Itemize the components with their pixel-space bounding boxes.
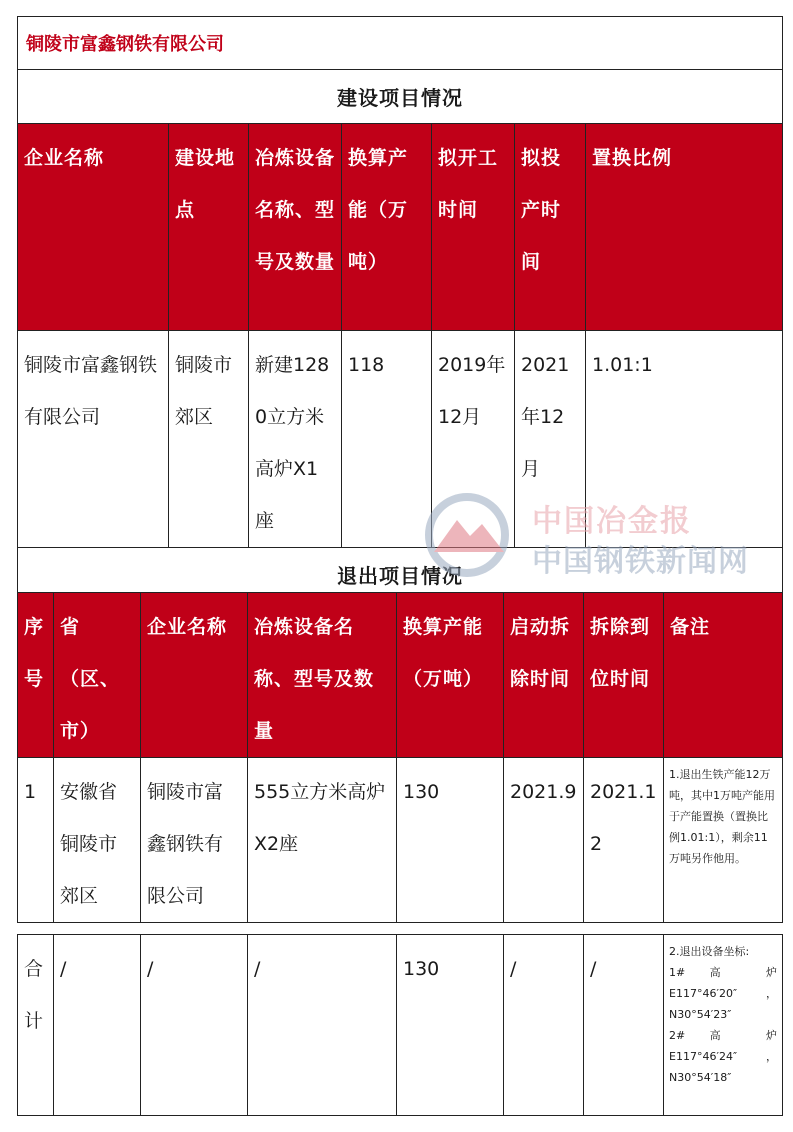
header-equipment: 冶炼设备名称、型号及数量: [249, 124, 342, 331]
header-location: 建设地点: [169, 124, 249, 331]
company-title: 铜陵市富鑫钢铁有限公司: [18, 17, 783, 70]
cell-production: 2021年12月: [515, 331, 586, 548]
cell-province: 安徽省铜陵市郊区: [54, 758, 141, 923]
header-remarks: 备注: [664, 593, 783, 758]
watermark: [412, 490, 772, 580]
cell-exit-capacity: 130: [397, 758, 504, 923]
cell-total-capacity: 130: [397, 935, 504, 1116]
coord-line: N30°54′18″: [669, 1071, 732, 1084]
cell-equipment: 新建1280立方米高炉X1座: [249, 331, 342, 548]
coord-line: 2# 高 炉: [669, 1029, 777, 1042]
header-production-time: 拟投产时间: [515, 124, 586, 331]
cell-demolish-done: 2021.12: [584, 758, 664, 923]
cell-no: 1: [18, 758, 54, 923]
header-start-time: 拟开工时间: [432, 124, 515, 331]
cell-start: 2019年12月: [432, 331, 515, 548]
exit-section-title: 退出项目情况: [18, 548, 783, 602]
watermark-line2: 中国钢铁新闻网: [532, 544, 749, 579]
cell-total-company: /: [141, 935, 248, 1116]
header-no: 序号: [18, 593, 54, 758]
construction-section-title: 建设项目情况: [18, 70, 783, 124]
header-province: 省（区、市）: [54, 593, 141, 758]
watermark-logo-icon: [412, 490, 522, 580]
cell-location: 铜陵市郊区: [169, 331, 249, 548]
cell-total-label: 合计: [18, 935, 54, 1116]
cell-company: 铜陵市富鑫钢铁有限公司: [18, 331, 169, 548]
coord-line: N30°54′23″: [669, 1008, 732, 1021]
cell-ratio: 1.01:1: [586, 331, 783, 548]
cell-total-remarks: [664, 935, 783, 1116]
header-ratio: 置换比例: [586, 124, 783, 331]
cell-exit-equipment: 555立方米高炉X2座: [248, 758, 397, 923]
cell-exit-company: 铜陵市富鑫钢铁有限公司: [141, 758, 248, 923]
watermark-line1: 中国冶金报: [532, 504, 692, 539]
coord-title: 2.退出设备坐标:: [669, 945, 750, 958]
cell-demolish-start: 2021.9: [504, 758, 584, 923]
exit-table: [17, 592, 783, 923]
coord-line: 1# 高 炉: [669, 966, 777, 979]
header-exit-capacity: 换算产能（万吨）: [397, 593, 504, 758]
cell-total-province: /: [54, 935, 141, 1116]
cell-total-demolish-done: /: [584, 935, 664, 1116]
coord-line: E117°46′24″，: [669, 1050, 777, 1063]
header-company-name: 企业名称: [18, 124, 169, 331]
coord-line: E117°46′20″，: [669, 987, 777, 1000]
header-exit-company: 企业名称: [141, 593, 248, 758]
cell-remarks: 1.退出生铁产能12万吨，其中1万吨产能用于产能置换（置换比例1.01:1），剩余11万吨另作他用。: [664, 758, 783, 923]
header-capacity: 换算产能（万吨）: [342, 124, 432, 331]
cell-total-demolish-start: /: [504, 935, 584, 1116]
cell-total-equipment: /: [248, 935, 397, 1116]
header-demolish-done: 拆除到位时间: [584, 593, 664, 758]
total-table: [17, 934, 783, 1116]
header-exit-equipment: 冶炼设备名称、型号及数量: [248, 593, 397, 758]
cell-capacity: 118: [342, 331, 432, 548]
header-demolish-start: 启动拆除时间: [504, 593, 584, 758]
